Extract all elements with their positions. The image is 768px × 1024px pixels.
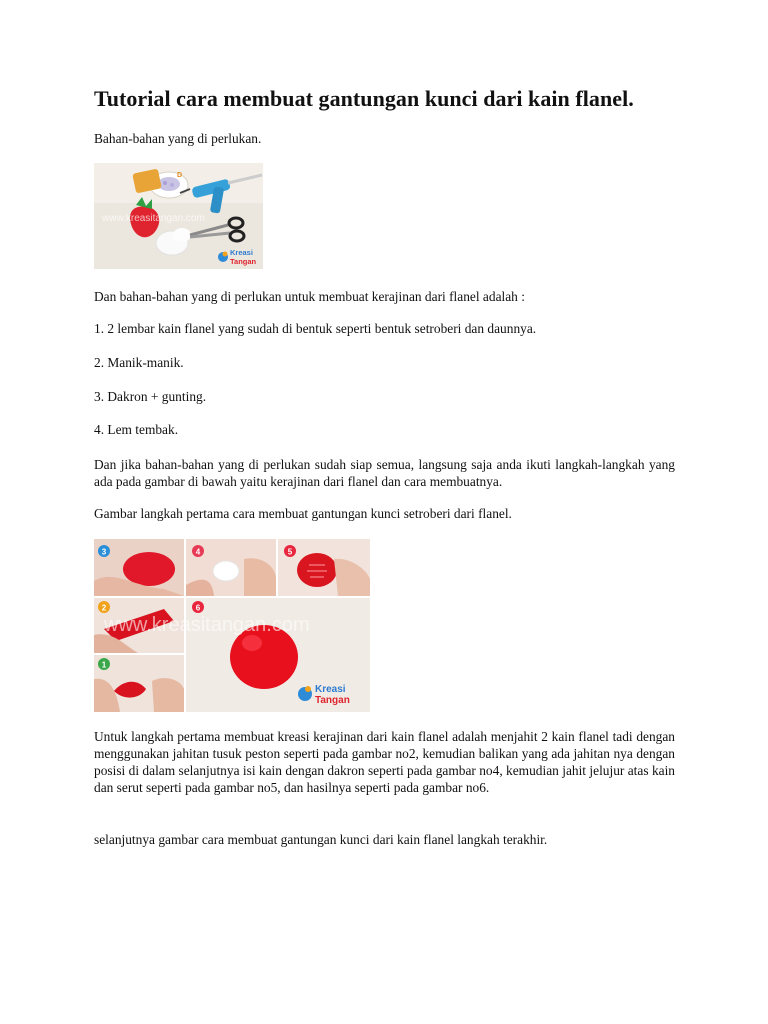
step-number-badge: 4 [195,547,201,557]
materials-item: 3. Dakron + gunting. [94,389,207,404]
steps-watermark: www.kreasitangan.com [104,614,310,636]
materials-item: 2. Manik-manik. [94,355,184,370]
step1-paragraph: Untuk langkah pertama membuat kreasi kerajinan dari kain flanel adalah menjahit 2 kain flanel tadi dengan menggunakan jahitan tusuk peston seperti pada gambar no2, kemudian balikan yang ada jahitan nya dengan posisi di dalam selanjutnya isi kain dengan dakron seperti pada gambar no4, kemudian jahit jelujur atas kain dan serut seperti pada gambar no5, dan hasilnya seperti pada gambar no6. [94,729,675,795]
step1-heading: Gambar langkah pertama cara membuat gantungan kunci setroberi dari flanel. [94,506,512,521]
materials-photo [94,163,263,269]
step-number-badge: 2 [101,603,107,613]
materials-logo-line1: Kreasi [230,248,253,257]
page-title: Tutorial cara membuat gantungan kunci dari kain flanel. [94,86,634,111]
materials-logo-line2: Tangan [230,257,257,266]
materials-illustration [94,163,263,269]
steps-illustration [94,539,370,712]
step-number-badge: 3 [101,547,107,557]
steps-logo-line1: Kreasi [315,684,346,695]
materials-item: 1. 2 lembar kain flanel yang sudah di bentuk seperti bentuk setroberi dan daunnya. [94,321,537,336]
materials-heading: Dan bahan-bahan yang di perlukan untuk membuat kerajinan dari flanel adalah : [94,289,525,304]
materials-watermark: www.kreasitangan.com [102,213,205,224]
d-marker: D [177,172,183,179]
materials-item: 4. Lem tembak. [94,422,179,437]
intro-text: Bahan-bahan yang di perlukan. [94,131,262,146]
steps-photo [94,539,370,712]
step-number-badge: 1 [101,660,107,670]
steps-logo-line2: Tangan [315,695,350,706]
next-step-text: selanjutnya gambar cara membuat gantungan kunci dari kain flanel langkah terakhir. [94,832,548,847]
step-number-badge: 6 [195,603,201,613]
step-number-badge: 5 [287,547,293,557]
follow-paragraph: Dan jika bahan-bahan yang di perlukan sudah siap semua, langsung saja anda ikuti langkah-langkah yang ada pada gambar di bawah yaitu kerajinan dari flanel dan cara membuatnya. [94,457,675,489]
